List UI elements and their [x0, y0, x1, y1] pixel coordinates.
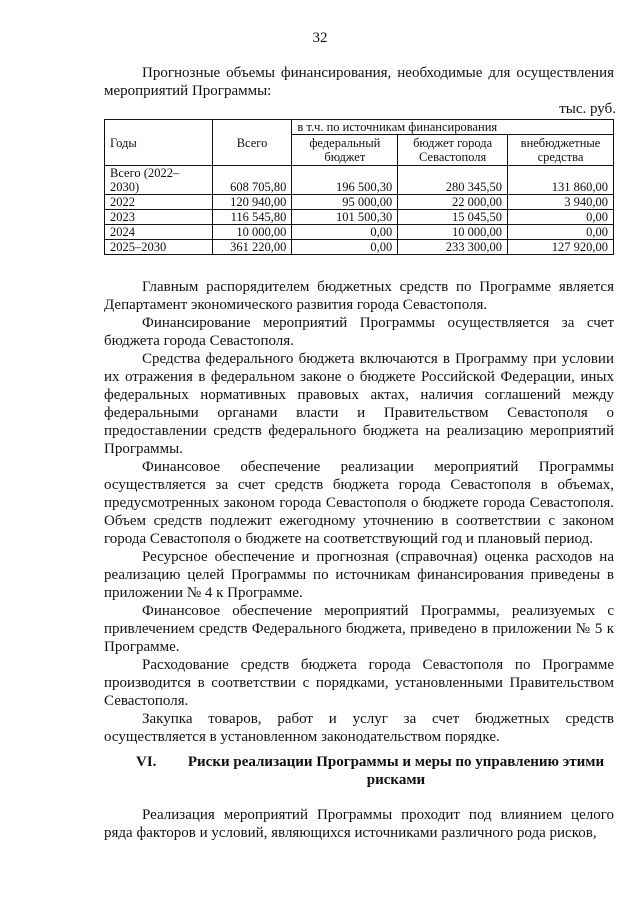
cell-extra: 3 940,00 — [508, 195, 614, 210]
paragraph-continued: Реализация мероприятий Программы проходит под влиянием целого ряда факторов и условий, являющихся источниками различного рода рисков, — [104, 807, 614, 841]
cell-extra: 0,00 — [508, 210, 614, 225]
cell-federal: 196 500,30 — [292, 166, 398, 195]
cell-year: 2023 — [105, 210, 213, 225]
table-row — [105, 166, 614, 195]
cell-year: 2025–2030 — [105, 240, 213, 255]
cell-total: 116 545,80 — [212, 210, 292, 225]
cell-city: 15 045,50 — [398, 210, 508, 225]
cell-total: 120 940,00 — [212, 195, 292, 210]
cell-extra: 0,00 — [508, 225, 614, 240]
cell-total: 10 000,00 — [212, 225, 292, 240]
cell-federal: 0,00 — [292, 240, 398, 255]
units-label: тыс. руб. — [559, 101, 616, 117]
cell-year: 2022 — [105, 195, 213, 210]
paragraph: Средства федерального бюджета включаются в Программу при условии их отражения в федеральном законе о бюджете Российской Федерации, иных федеральных нормативных правовых актах, наличия соглашений между федеральными органами власти и Правительством Севастополя о предоставлении средств федерального бюджета на реализацию мероприятий Программы. — [104, 351, 614, 457]
cell-federal: 95 000,00 — [292, 195, 398, 210]
cell-year: 2024 — [105, 225, 213, 240]
cell-federal: 101 500,30 — [292, 210, 398, 225]
paragraph: Главным распорядителем бюджетных средств по Программе является Департамент экономического развития города Севастополя. — [104, 279, 614, 313]
cell-year: Всего (2022–2030) — [105, 166, 213, 195]
cell-total: 608 705,80 — [212, 166, 292, 195]
cell-city: 233 300,00 — [398, 240, 508, 255]
page-number: 32 — [312, 30, 328, 46]
cell-extra: 131 860,00 — [508, 166, 614, 195]
table-row — [105, 240, 614, 255]
paragraph: Закупка товаров, работ и услуг за счет бюджетных средств осуществляется в установленном законодательством порядке. — [104, 711, 614, 745]
paragraph: Расходование средств бюджета города Севастополя по Программе производится в соответствии с порядками, установленными Правительством Севастополя. — [104, 657, 614, 709]
cell-federal: 0,00 — [292, 225, 398, 240]
cell-city: 22 000,00 — [398, 195, 508, 210]
financing-table — [104, 119, 614, 255]
header-total: Всего — [212, 120, 292, 166]
cell-extra: 127 920,00 — [508, 240, 614, 255]
paragraph: Ресурсное обеспечение и прогнозная (справочная) оценка расходов на реализацию целей Программы по источникам финансирования приведены в приложении № 4 к Программе. — [104, 549, 614, 601]
header-extra: внебюджетные средства — [508, 135, 614, 166]
section-title: Риски реализации Программы и меры по управлению этими рисками — [187, 754, 605, 788]
intro-line-2: мероприятий Программы: — [104, 83, 272, 99]
paragraph: Финансовое обеспечение мероприятий Программы, реализуемых с привлечением средств Федерального бюджета, приведено в приложении № 5 к Программе. — [104, 603, 614, 655]
table-row — [105, 210, 614, 225]
section-number: VI. — [136, 754, 157, 770]
cell-city: 10 000,00 — [398, 225, 508, 240]
header-years: Годы — [105, 120, 213, 166]
cell-city: 280 345,50 — [398, 166, 508, 195]
paragraph: Финансирование мероприятий Программы осуществляется за счет бюджета города Севастополя. — [104, 315, 614, 349]
header-federal: федеральный бюджет — [292, 135, 398, 166]
header-by-sources: в т.ч. по источникам финансирования — [292, 120, 614, 135]
paragraph: Финансовое обеспечение реализации мероприятий Программы осуществляется за счет средств бюджета города Севастополя в объемах, предусмотренных законом города Севастополя о бюджете города Севастополя. Объем средств подлежит ежегодному уточнению в соответствии с законом города Севастополя о бюджете на соответствующий год и плановый период. — [104, 459, 614, 547]
table-row — [105, 195, 614, 210]
cell-total: 361 220,00 — [212, 240, 292, 255]
header-city: бюджет города Севастополя — [398, 135, 508, 166]
body-text — [104, 278, 614, 746]
table-row — [105, 225, 614, 240]
intro-line-1: Прогнозные объемы финансирования, необходимые для осуществления — [142, 65, 614, 81]
